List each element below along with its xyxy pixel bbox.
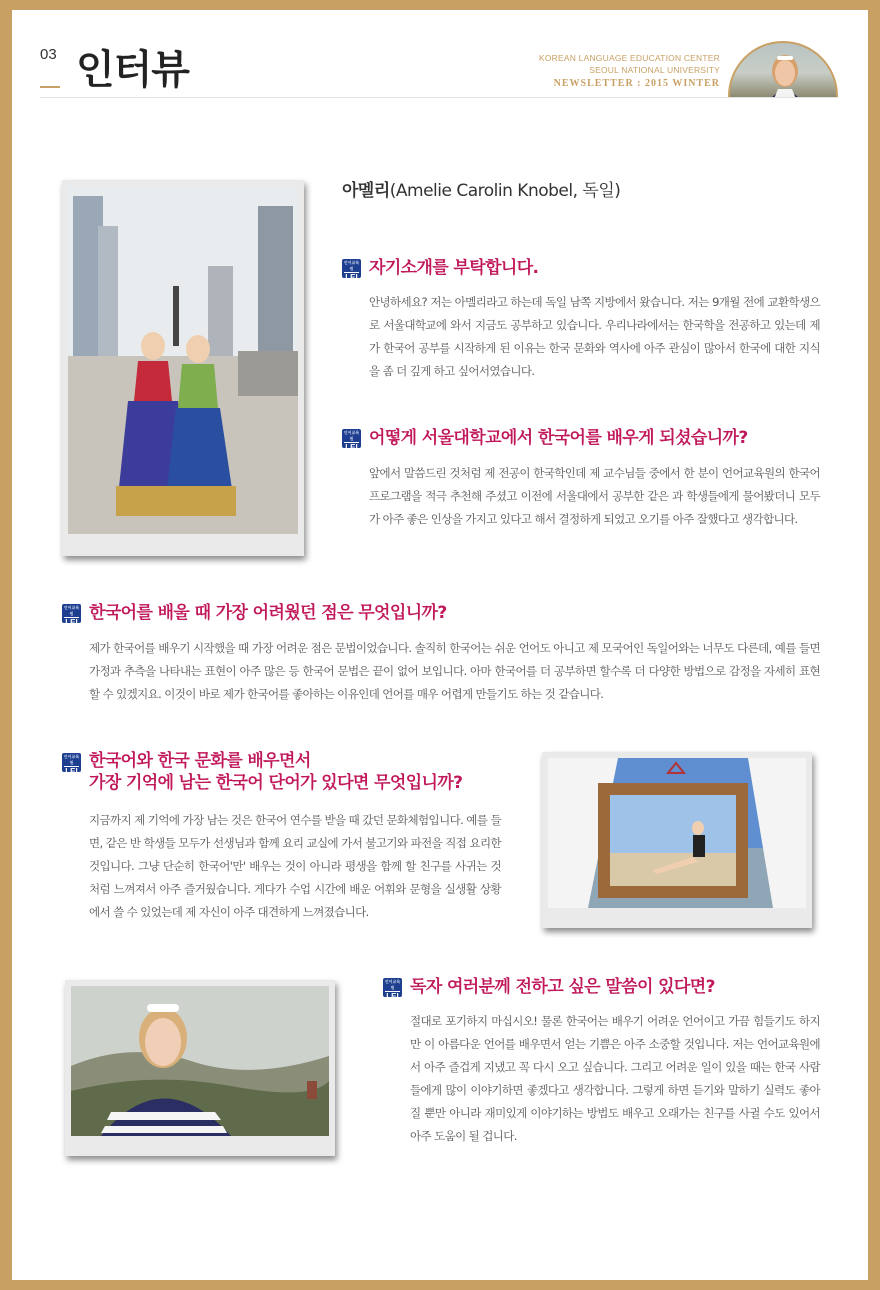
- lei-logo-top-text: 언어교육원: [63, 605, 80, 616]
- lei-logo-icon: [62, 753, 81, 776]
- lei-logo-top-text: 언어교육원: [343, 430, 360, 441]
- question-4: [89, 750, 462, 794]
- photo-hanbok: [62, 180, 304, 556]
- photo-beach-frame: [542, 752, 812, 928]
- answer-3: 제가 한국어를 배우기 시작했을 때 가장 어려운 점은 문법이었습니다. 솔직히 한국어는 쉬운 언어도 아니고 제 모국어인 독일어와는 너무도 다른데, 예를 들면 가정과 추측을 나타내는 표현이 아주 많은 등 한국어 문법은 끝이 없어 보입니다. 아마 한국어를 더 공부하면 할수록 더 다양한 방법으로 감정을 자세히 표현할 수 있겠지요. 이것이 바로 제가 한국어를 좋아하는 이유인데 언어를 매우 어렵게 만들기도 하는 것 같습니다.: [89, 641, 820, 701]
- interviewee-korean-name: 아멜리: [342, 181, 390, 201]
- page-title: 인터뷰: [76, 47, 189, 93]
- org-line-1: KOREAN LANGUAGE EDUCATION CENTER: [539, 53, 720, 63]
- header-divider: [40, 97, 838, 98]
- interviewee-name: [342, 176, 620, 201]
- question-5: 독자 여러분께 전하고 싶은 말씀이 있다면?: [410, 977, 715, 997]
- portrait-image: [730, 43, 838, 97]
- lei-logo-top-text: 언어교육원: [63, 754, 80, 765]
- org-line-2: SEOUL NATIONAL UNIVERSITY: [589, 65, 720, 75]
- question-1: 자기소개를 부탁합니다.: [369, 258, 539, 278]
- answer-4: 지금까지 제 기억에 가장 남는 것은 한국어 연수를 받을 때 갔던 문화체험입니다. 예를 들면, 같은 반 학생들 모두가 선생님과 함께 요리 교실에 가서 불고기와 파전을 직접 요리한 것입니다. 그냥 단순히 한국어'만' 배우는 것이 아니라 평생을 함께 할 친구를 사귀는 것처럼 느껴져서 아주 즐거웠습니다. 게다가 수업 시간에 배운 어휘와 문형을 실생활 상황에서 쓸 수 있었는데 제 자신이 아주 대견하게 느껴졌습니다.: [89, 813, 501, 919]
- interviewee-detail: (Amelie Carolin Knobel, 독일): [389, 181, 621, 201]
- lei-logo-bottom-text: LEI: [65, 618, 78, 627]
- answer-2: 앞에서 말씀드린 것처럼 제 전공이 한국학인데 제 교수님들 중에서 한 분이 언어교육원의 한국어 프로그램을 적극 추천해 주셨고 이전에 서울대에서 공부한 같은 과 학생들에게 물어봤더니 모두가 아주 좋은 인상을 가지고 있다고 해서 결정하게 되었고 오기를 아주 잘했다고 생각합니다.: [369, 466, 820, 526]
- avatar: [728, 41, 838, 97]
- beach-frame-photo-image: [548, 758, 806, 908]
- lei-logo-icon: [62, 604, 81, 627]
- hanbok-photo-image: [68, 186, 298, 534]
- answer-1: 안녕하세요? 저는 아멜리라고 하는데 독일 남쪽 지방에서 왔습니다. 저는 9개월 전에 교환학생으로 서울대학교에 와서 지금도 공부하고 있습니다. 우리나라에서는 한국학을 전공하고 있는데 제가 한국어 공부를 시작하게 된 이유는 한국 문화와 역사에 아주 관심이 많아서 한국에 대한 지식을 좀 더 깊게 하고 싶어서였습니다.: [369, 295, 820, 378]
- section-number-underline: [40, 86, 60, 88]
- organization-name: [539, 52, 720, 76]
- question-4-line-2: 가장 기억에 남는 한국어 단어가 있다면 무엇입니까?: [89, 773, 463, 793]
- lei-logo-bottom-text: LEI: [345, 443, 358, 452]
- question-2: 어떻게 서울대학교에서 한국어를 배우게 되셨습니까?: [369, 428, 748, 448]
- photo-mountain-portrait: [65, 980, 335, 1156]
- lei-logo-bottom-text: LEI: [65, 767, 78, 776]
- section-number: 03: [40, 46, 57, 63]
- question-4-line-1: 한국어와 한국 문화를 배우면서: [89, 751, 311, 771]
- answer-5: 절대로 포기하지 마십시오! 물론 한국어는 배우기 어려운 언어이고 가끔 힘들기도 하지만 이 아름다운 언어를 배우면서 얻는 기쁨은 아주 소중할 것입니다. 저는 언어교육원에서 아주 즐겁게 지냈고 꼭 다시 오고 싶습니다. 그리고 어려운 일이 있을 때는 한국 사람들에게 많이 이야기하면 좋겠다고 생각합니다. 그렇게 하면 듣기와 말하기 실력도 좋아질 뿐만 아니라 재미있게 이야기하는 방법도 배우고 오래가는 친구를 사귈 수도 있어서 아주 도움이 될 겁니다.: [410, 1014, 820, 1143]
- mountain-portrait-photo-image: [71, 986, 329, 1136]
- lei-logo-top-text: 언어교육원: [384, 979, 401, 990]
- question-3: 한국어를 배울 때 가장 어려웠던 점은 무엇입니까?: [89, 603, 447, 623]
- lei-logo-bottom-text: LEI: [345, 273, 358, 282]
- lei-logo-icon: [383, 978, 402, 1001]
- lei-logo-bottom-text: LEI: [386, 992, 399, 1001]
- newsletter-issue: NEWSLETTER : 2015 WINTER: [553, 78, 720, 89]
- lei-logo-icon: [342, 429, 361, 452]
- lei-logo-icon: [342, 259, 361, 282]
- newsletter-page: [12, 10, 868, 1280]
- lei-logo-top-text: 언어교육원: [343, 260, 360, 271]
